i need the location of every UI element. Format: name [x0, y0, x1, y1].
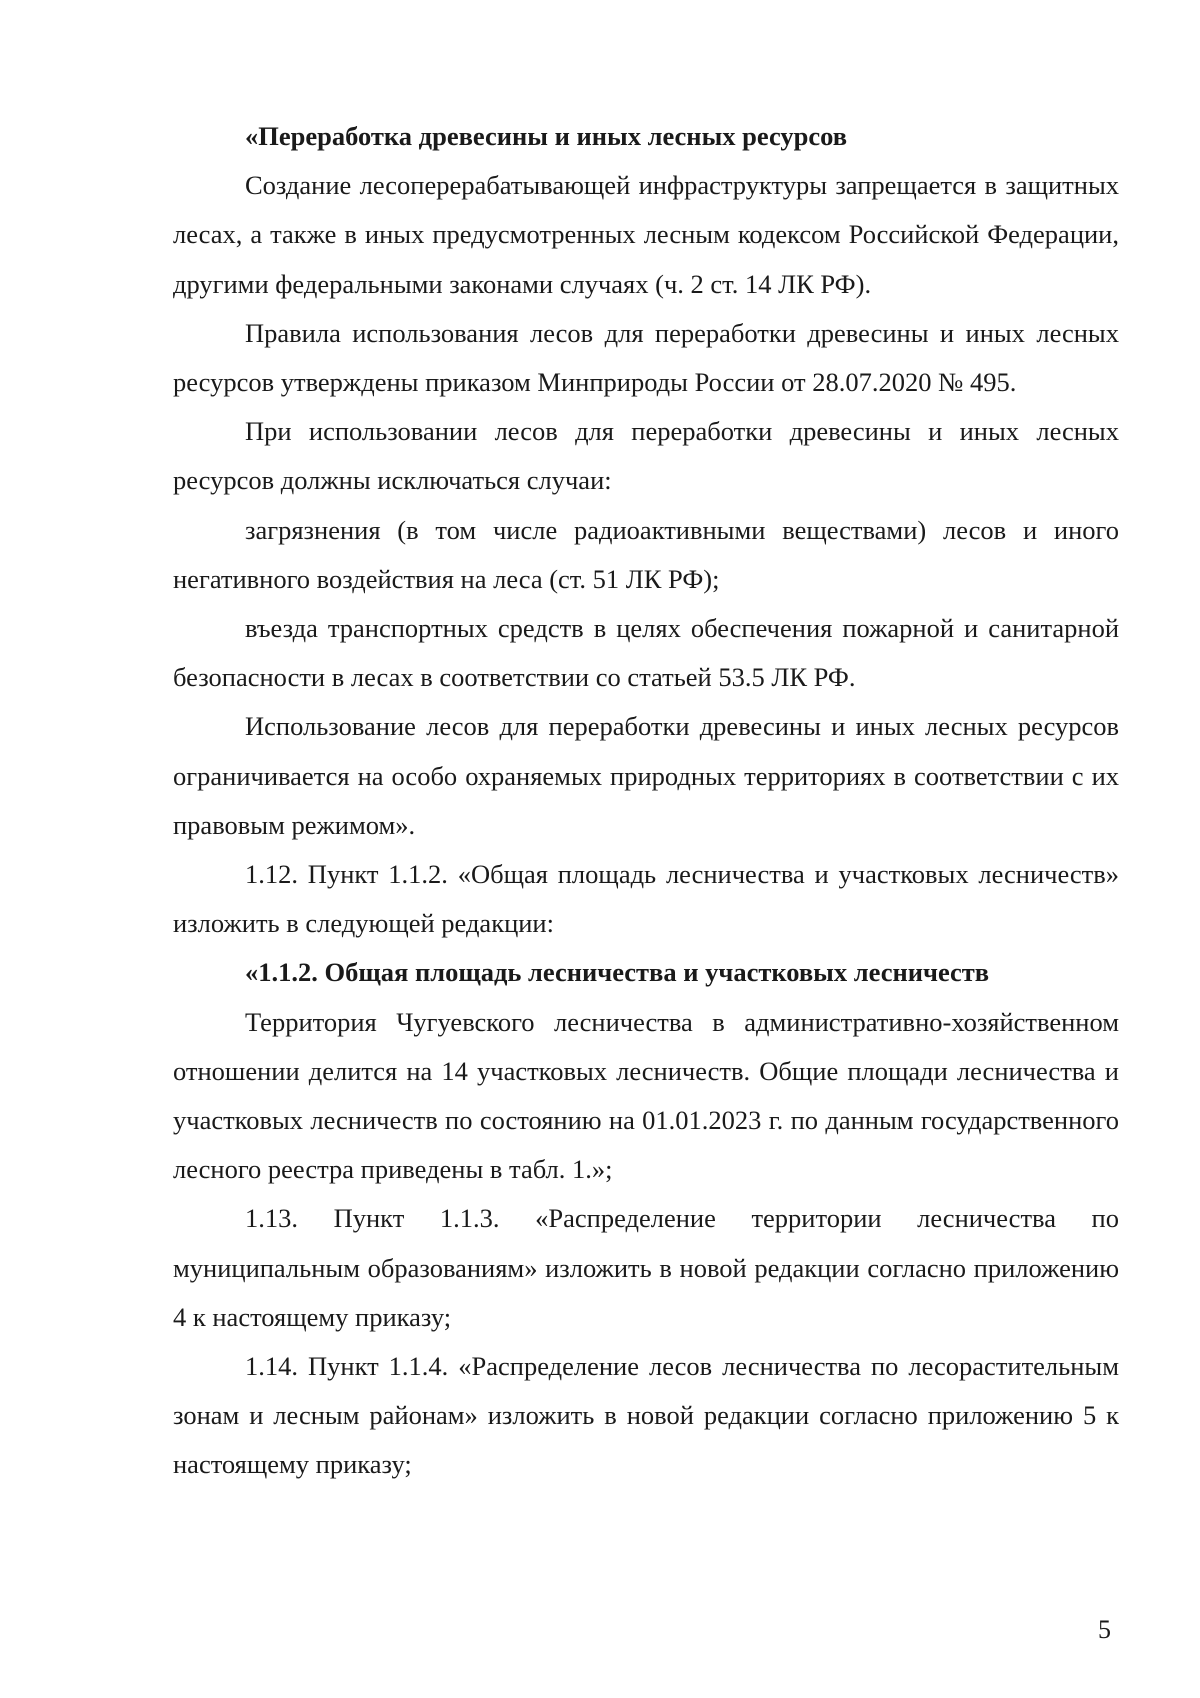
paragraph-case-pollution: загрязнения (в том числе радиоактивными веществами) лесов и иного негативного воздействия на леса (ст. 51 ЛК РФ); — [173, 514, 1119, 594]
section-heading-total-area: «1.1.2. Общая площадь лесничества и участковых лесничеств — [245, 957, 990, 988]
paragraph-case-vehicle-entry: въезда транспортных средств в целях обеспечения пожарной и санитарной безопасности в лесах в соответствии со статьей 53.5 ЛК РФ. — [173, 613, 1119, 693]
paragraph-protected-areas-limitation: Использование лесов для переработки древесины и иных лесных ресурсов ограничивается на особо охраняемых природных территориях в соответствии с их правовым режимом». — [173, 711, 1119, 840]
paragraph-item-1-13: 1.13. Пункт 1.1.3. «Распределение территории лесничества по муниципальным образованиям» изложить в новой редакции согласно приложению 4 к настоящему приказу; — [173, 1203, 1119, 1332]
paragraph-infrastructure-prohibition: Создание лесоперерабатывающей инфраструктуры запрещается в защитных лесах, а также в иных предусмотренных лесным кодексом Российской Федерации, другими федеральными законами случаях (ч. 2 ст. 14 ЛК РФ). — [173, 170, 1119, 299]
paragraph-item-1-14: 1.14. Пункт 1.1.4. «Распределение лесов лесничества по лесорастительным зонам и лесным районам» изложить в новой редакции согласно приложению 5 к настоящему приказу; — [173, 1351, 1119, 1480]
paragraph-usage-rules: Правила использования лесов для переработки древесины и иных лесных ресурсов утверждены приказом Минприроды России от 28.07.2020 № 495. — [173, 317, 1119, 398]
paragraph-territory-division: Территория Чугуевского лесничества в административно-хозяйственном отношении делится на 14 участковых лесничеств. Общие площади лесничества и участковых лесничеств по состоянию на 01.01.2023 г. по данным государственного лесного реестра приведены в табл. 1.»; — [173, 1006, 1119, 1185]
paragraph-item-1-12: 1.12. Пункт 1.1.2. «Общая площадь лесничества и участковых лесничеств» изложить в следующей редакции: — [173, 859, 1119, 939]
document-body — [173, 112, 1119, 1490]
page-number: 5 — [1098, 1615, 1111, 1644]
paragraph-excluded-cases-intro: При использовании лесов для переработки древесины и иных лесных ресурсов должны исключаться случаи: — [173, 416, 1119, 496]
section-heading-wood-processing: «Переработка древесины и иных лесных ресурсов — [245, 121, 848, 151]
